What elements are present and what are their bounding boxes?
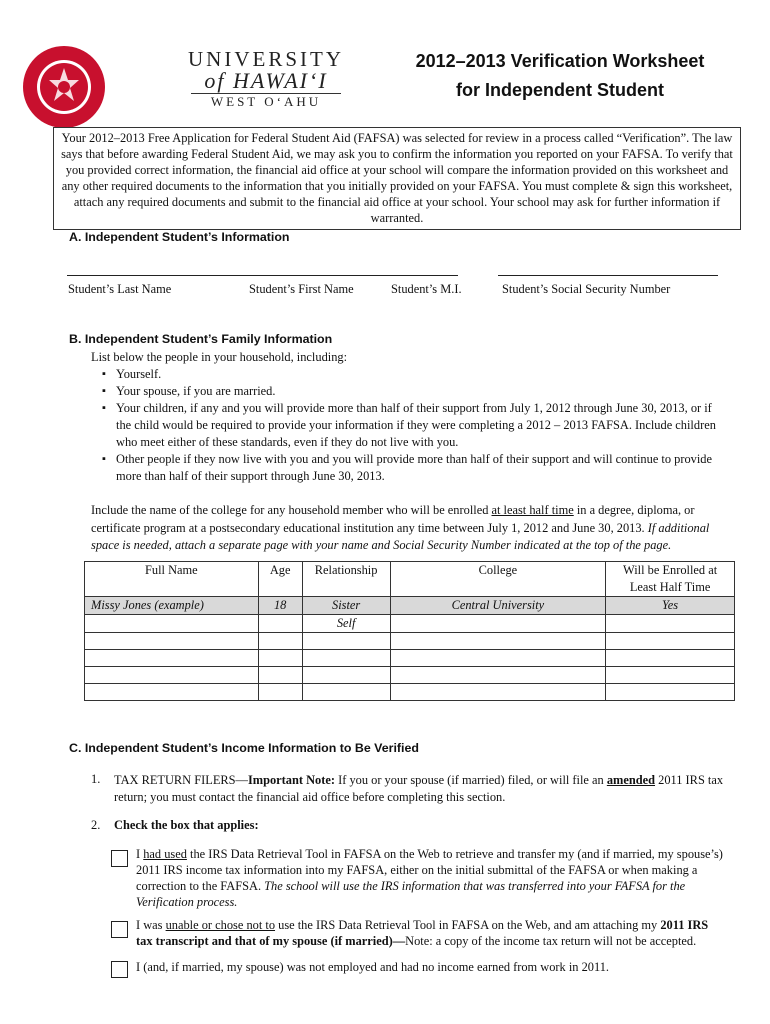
include-underline: at least half time [491, 503, 574, 517]
example-college: Central University [390, 597, 606, 615]
option-1-text: I had used the IRS Data Retrieval Tool in FAFSA on the Web to retrieve and transfer my (and if married, my spouse’s) 2011 IRS income tax information into my FAFSA, either on the initial submittal of the FAFSA or when making a correction to the FAFSA. The school will use the IRS information that was transferred into your FAFSA for the Verification process. [136, 847, 723, 909]
item-1-number: 1. [91, 772, 101, 786]
include-italic: If additional space is needed, attach a separate page with your name and Social Security Number indicated at the top of the page. [91, 520, 710, 552]
university-seal [21, 44, 107, 130]
table-row[interactable] [85, 667, 735, 684]
example-age: 18 [258, 597, 302, 615]
row-college-cell[interactable] [390, 615, 606, 633]
ssn-label: Student’s Social Security Number [502, 282, 671, 296]
section-b-heading: B. Independent Student’s Family Information [69, 332, 333, 346]
household-lead: List below the people in your household, including: [91, 350, 348, 364]
table-header-row [85, 562, 735, 597]
household-bullets [98, 366, 726, 485]
intro-box: Your 2012–2013 Free Application for Federal Student Aid (FAFSA) was selected for review in a process called “Verification”. The law says that before awarding Federal Student Aid, we may ask you to confirm the information you reported on your FAFSA. To verify that you provided correct information, the financial aid office at your school will compare the information provided on this worksheet and any other required documents to the information that you initially provided on your FAFSA. You must complete & sign this worksheet, attach any required documents and submit to the financial aid office at your school. Your school may ask for further information if warranted. [53, 127, 741, 230]
title-line-2: for Independent Student [456, 80, 664, 100]
table-row[interactable] [85, 633, 735, 650]
name-signature-line [67, 275, 458, 276]
header-full-name: Full Name [85, 562, 259, 597]
header-enrolled: Will be Enrolled at Least Half Time [606, 562, 735, 597]
first-name-label: Student’s First Name [249, 282, 354, 296]
page-title [380, 48, 740, 104]
table-row[interactable] [85, 684, 735, 701]
option-3-checkbox[interactable] [111, 961, 128, 978]
option-1-checkbox[interactable] [111, 850, 128, 867]
mi-label: Student’s M.I. [391, 282, 462, 296]
table-row[interactable] [85, 615, 735, 633]
last-name-label: Student’s Last Name [68, 282, 172, 296]
section-a-heading: A. Independent Student’s Information [69, 230, 290, 244]
option-2-checkbox[interactable] [111, 921, 128, 938]
option-2-text: I was unable or chose not to use the IRS Data Retrieval Tool in FAFSA on the Web, and am attaching my 2011 IRS tax transcript and that of my spouse (if married)—Note: a copy of the income tax return will not be accepted. [136, 918, 709, 948]
row-name-cell[interactable] [85, 615, 259, 633]
logo-line-1: UNIVERSITY [188, 47, 344, 71]
table-row-example [85, 597, 735, 615]
self-relationship: Self [302, 615, 390, 633]
item-2-text: Check the box that applies: [114, 818, 259, 832]
logo-line-3: WEST O‘AHU [210, 94, 322, 109]
header-college: College [390, 562, 606, 597]
header-relationship: Relationship [302, 562, 390, 597]
row-age-cell[interactable] [258, 615, 302, 633]
ssn-signature-line [498, 275, 718, 276]
list-item: ▪ Your children, if any and you will provide more than half of their support from July 1, 2012 through June 30, 2013, or if the child would be required to provide your information if they were completing a 2012 – 2013 FAFSA. Include children who meet either of these standards, even if they do not live with you. [98, 400, 726, 451]
section-c-heading: C. Independent Student’s Income Information to Be Verified [69, 741, 419, 755]
example-relationship: Sister [302, 597, 390, 615]
item-1-text: TAX RETURN FILERS—Important Note: If you or your spouse (if married) filed, or will file an amended 2011 IRS tax return; you must contact the financial aid office before completing this section. [114, 773, 724, 804]
include-text: Include the name of the college for any household member who will be enrolled [91, 503, 492, 517]
logo-line-2: of HAWAI‘I [204, 68, 328, 93]
table-row[interactable] [85, 650, 735, 667]
option-3-text: I (and, if married, my spouse) was not employed and had no income earned from work in 2011. [136, 960, 610, 974]
title-line-1: 2012–2013 Verification Worksheet [415, 51, 705, 71]
list-item: ▪ Yourself. [98, 366, 726, 383]
row-enrolled-cell[interactable] [606, 615, 735, 633]
list-item: ▪ Other people if they now live with you and you will provide more than half of their support and will continue to provide more than half of their support through June 30, 2013. [98, 451, 726, 485]
example-name: Missy Jones (example) [85, 597, 259, 615]
include-paragraph [91, 502, 731, 555]
header-age: Age [258, 562, 302, 597]
household-table [84, 561, 735, 701]
example-enrolled: Yes [606, 597, 735, 615]
include-text-2: in a degree, diploma, or certificate program at a postsecondary educational institution any time between July 1, 2012 and June 30, 2013. [91, 503, 695, 535]
item-2-number: 2. [91, 818, 101, 832]
list-item: ▪ Your spouse, if you are married. [98, 383, 726, 400]
logo-wordmark [176, 48, 356, 110]
